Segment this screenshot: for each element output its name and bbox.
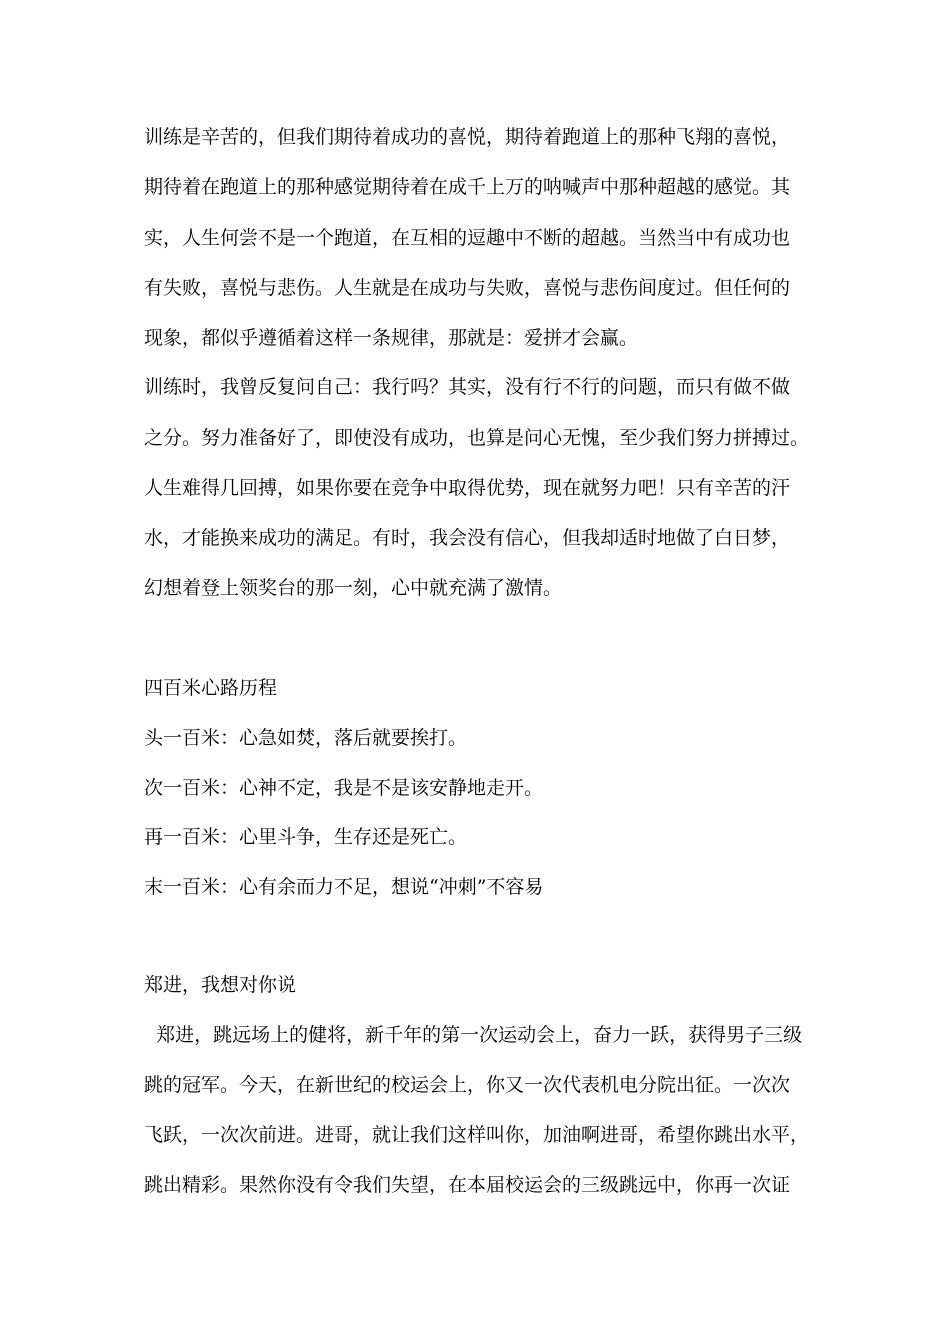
paragraph-1-line-2: 期待着在跑道上的那种感觉期待着在成千上万的呐喊声中那种超越的感觉。其 xyxy=(144,176,791,198)
paragraph-1-line-3: 实，人生何尝不是一个跑道，在互相的逗趣中不断的超越。当然当中有成功也 xyxy=(144,227,791,249)
section-zhengjin-line-1: 郑进，跳远场上的健将，新千年的第一次运动会上，奋力一跃，获得男子三级 xyxy=(144,1024,803,1046)
section-400m-line-2: 次一百米：心神不定，我是不是该安静地走开。 xyxy=(144,777,544,799)
section-zhengjin-line-3: 飞跃，一次次前进。进哥，就让我们这样叫你，加油啊进哥，希望你跳出水平， xyxy=(144,1124,810,1146)
paragraph-2-line-4: 水，才能换来成功的满足。有时，我会没有信心，但我却适时地做了白日梦， xyxy=(144,527,791,549)
section-400m-line-4: 末一百米：心有余而力不足，想说“冲刺”不容易 xyxy=(144,876,544,898)
paragraph-2-line-5: 幻想着登上领奖台的那一刻，心中就充满了激情。 xyxy=(144,577,563,599)
section-zhengjin-line-2: 跳的冠军。今天，在新世纪的校运会上，你又一次代表机电分院出征。一次次 xyxy=(144,1074,791,1096)
paragraph-2-line-3: 人生难得几回搏，如果你要在竞争中取得优势，现在就努力吧！只有辛苦的汗 xyxy=(144,477,791,499)
paragraph-1-line-5: 现象，都似乎遵循着这样一条规律，那就是：爱拼才会赢。 xyxy=(144,327,639,349)
paragraph-1-line-4: 有失败，喜悦与悲伤。人生就是在成功与失败，喜悦与悲伤间度过。但任何的 xyxy=(144,277,791,299)
paragraph-1-line-1: 训练是辛苦的，但我们期待着成功的喜悦，期待着跑道上的那种飞翔的喜悦， xyxy=(144,126,791,148)
paragraph-2-line-1: 训练时，我曾反复问自己：我行吗？其实，没有行不行的问题，而只有做不做 xyxy=(144,376,791,398)
paragraph-2-line-2: 之分。努力准备好了，即使没有成功，也算是问心无愧，至少我们努力拼搏过。 xyxy=(144,427,810,449)
section-400m-heading: 四百米心路历程 xyxy=(144,677,278,699)
section-zhengjin-line-4: 跳出精彩。果然你没有令我们失望，在本届校运会的三级跳远中，你再一次证 xyxy=(144,1174,791,1196)
section-400m-line-1: 头一百米：心急如焚，落后就要挨打。 xyxy=(144,727,468,749)
section-zhengjin-heading: 郑进，我想对你说 xyxy=(144,974,297,996)
section-400m-line-3: 再一百米：心里斗争，生存还是死亡。 xyxy=(144,826,468,848)
